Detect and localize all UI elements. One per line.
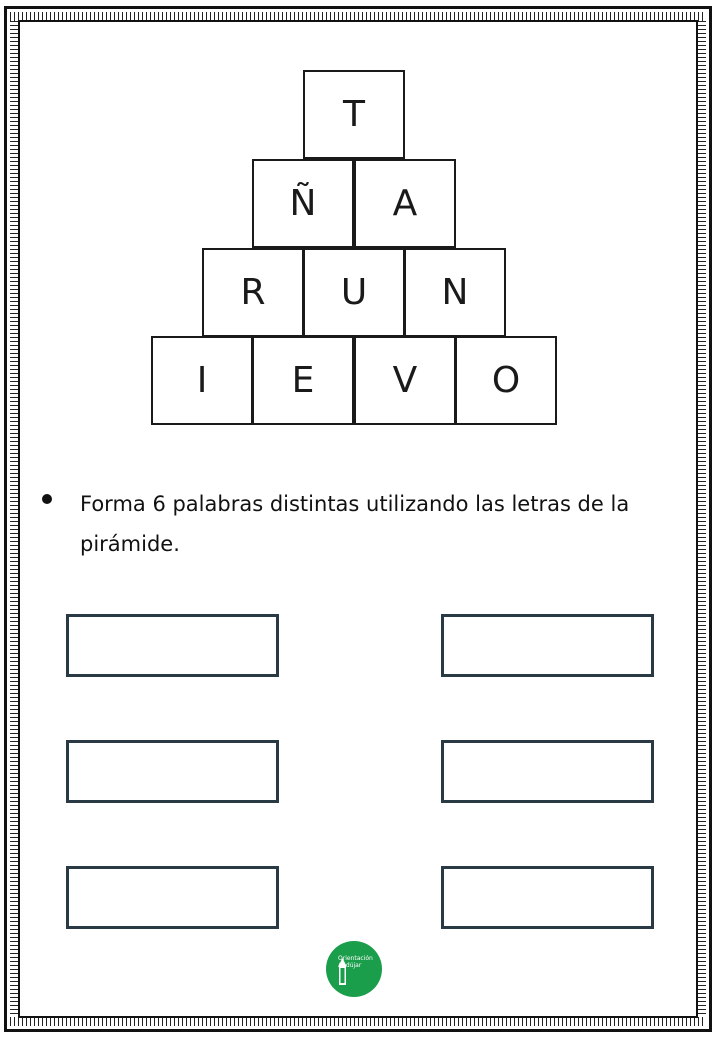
instruction-text: Forma 6 palabras distintas utilizando las letras de la pirámide. [80, 492, 630, 556]
logo-text: Orientación Andújar [338, 955, 373, 969]
pencil-icon [326, 941, 382, 997]
bullet-icon [42, 494, 52, 504]
logo [326, 941, 382, 997]
pyramid-tile: T [303, 70, 405, 159]
pyramid-tile: I [151, 336, 253, 425]
answer-box[interactable] [441, 614, 654, 677]
pyramid-tile: E [252, 336, 354, 425]
pyramid-tile: R [202, 248, 304, 337]
answer-box[interactable] [66, 740, 279, 803]
pyramid-tile: N [404, 248, 506, 337]
answer-box[interactable] [66, 866, 279, 929]
pyramid-tile: V [354, 336, 456, 425]
answer-box[interactable] [66, 614, 279, 677]
answer-box[interactable] [441, 866, 654, 929]
pyramid-tile: O [455, 336, 557, 425]
pyramid-tile: A [354, 159, 456, 248]
pyramid-tile: Ñ [252, 159, 354, 248]
pyramid-tile: U [303, 248, 405, 337]
answer-box[interactable] [441, 740, 654, 803]
